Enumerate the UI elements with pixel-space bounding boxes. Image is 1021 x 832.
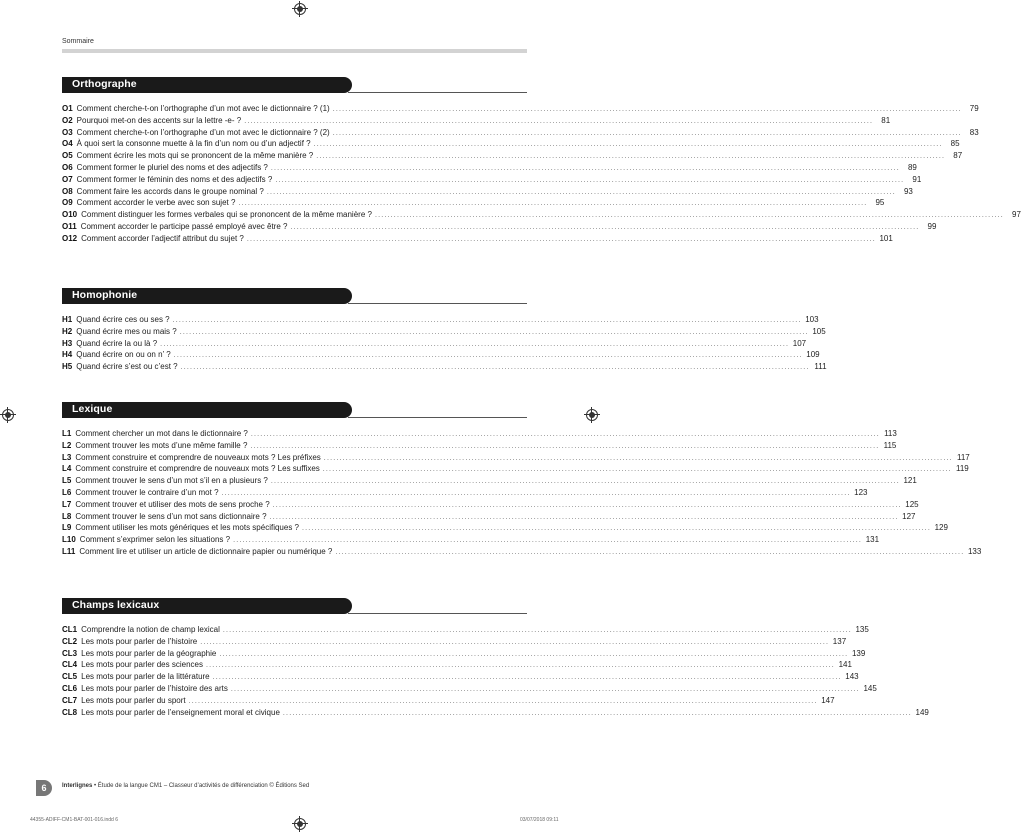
entry-code: L11 — [62, 546, 76, 556]
toc-entry — [62, 104, 979, 116]
entry-code: CL1 — [62, 625, 78, 634]
entry-code: L9 — [62, 523, 72, 533]
toc-entry — [62, 127, 979, 140]
entry-title: Comment lire et utiliser un article de dictionnaire papier ou numérique ? — [79, 546, 333, 556]
section-title: Homophonie — [72, 289, 138, 301]
entry-code: CL3 — [62, 648, 78, 658]
entry-page: 131 — [865, 535, 880, 545]
dot-leader: ........................................................................................................................................................................................................ — [244, 117, 874, 125]
entry-code: O1 — [62, 104, 73, 113]
section-title: Champs lexicaux — [72, 599, 160, 611]
entry-code: O4 — [62, 139, 73, 149]
section-heading — [62, 598, 527, 614]
entry-page: 141 — [838, 660, 852, 670]
dot-leader: ........................................................................................................................................................................................................ — [313, 141, 943, 149]
entry-page: 129 — [934, 523, 948, 533]
dot-leader: ........................................................................................................................................................................................................ — [246, 235, 876, 243]
dot-leader: ........................................................................................................................................................................................................ — [316, 153, 946, 161]
toc-entry — [62, 546, 982, 559]
footer-credit — [62, 783, 309, 789]
entry-title: Les mots pour parler de la géographie — [81, 648, 217, 658]
entry-code: L2 — [62, 440, 72, 450]
toc-entry — [62, 221, 937, 234]
toc-entry — [62, 338, 807, 351]
dot-leader: ........................................................................................................................................................................................................ — [323, 454, 953, 462]
entry-title: Comment former le féminin des noms et des adjectifs ? — [76, 174, 273, 184]
entry-page: 109 — [806, 350, 820, 360]
entry-title: Comment trouver et utiliser des mots de sens proche ? — [75, 499, 270, 509]
entry-page: 79 — [969, 104, 979, 113]
dot-leader: ........................................................................................................................................................................................................ — [250, 431, 880, 438]
entry-title: Comment construire et comprendre de nouveaux mots ? Les suffixes — [75, 464, 320, 474]
toc-entry — [62, 350, 820, 362]
entry-page: 97 — [1012, 210, 1021, 220]
entry-code: L4 — [62, 464, 72, 474]
dot-leader: ........................................................................................................................................................................................................ — [219, 650, 849, 658]
entry-title: Quand écrire mes ou mais ? — [76, 326, 177, 336]
dot-leader: ........................................................................................................................................................................................................ — [212, 674, 842, 682]
dot-leader: ........................................................................................................................................................................................................ — [275, 176, 905, 184]
entry-code: L3 — [62, 452, 72, 462]
toc-entry — [62, 660, 852, 672]
entry-title: Comment former le pluriel des noms et des adjectifs ? — [76, 162, 268, 172]
entry-title: Comment chercher un mot dans le dictionnaire ? — [75, 429, 248, 438]
section-heading — [62, 402, 527, 418]
entry-page: 143 — [845, 672, 859, 682]
footer-credit-text: • Étude de la langue CM1 – Classeur d’activités de différenciation © Éditions Sed — [92, 783, 310, 789]
entry-title: Comprendre la notion de champ lexical — [81, 625, 220, 634]
entry-page: 149 — [915, 707, 929, 717]
entry-page: 91 — [912, 174, 922, 184]
entry-page: 107 — [792, 338, 807, 348]
dot-leader: ........................................................................................................................................................................................................ — [160, 340, 790, 348]
entry-page: 95 — [875, 198, 885, 208]
entry-title: Quand écrire s’est ou c’est ? — [76, 362, 178, 372]
header-divider — [62, 49, 527, 53]
page-number: 6 — [36, 780, 52, 796]
entry-title: Les mots pour parler de la littérature — [81, 672, 210, 682]
entry-title: Comment utiliser les mots génériques et les mots spécifiques ? — [75, 523, 299, 533]
toc-entry — [62, 499, 919, 512]
dot-leader: ........................................................................................................................................................................................................ — [302, 525, 931, 533]
entry-page: 85 — [950, 139, 960, 149]
entry-code: L5 — [62, 476, 72, 486]
entry-title: Quand écrire on ou on n’ ? — [76, 350, 171, 360]
toc-entry — [62, 162, 917, 175]
entry-page: 119 — [955, 464, 969, 474]
entry-page: 145 — [863, 683, 877, 693]
dot-leader: ........................................................................................................................................................................................................ — [180, 364, 810, 372]
footer-brand: Interlignes — [62, 783, 93, 789]
entry-code: H1 — [62, 315, 73, 324]
dot-leader: ........................................................................................................................................................................................................ — [332, 106, 962, 113]
entry-title: Quand écrire la ou là ? — [76, 338, 158, 348]
toc-entry — [62, 476, 917, 488]
entry-code: CL5 — [62, 672, 78, 682]
dot-leader: ........................................................................................................................................................................................................ — [222, 627, 852, 634]
toc-entry — [62, 139, 960, 151]
dot-leader: ........................................................................................................................................................................................................ — [282, 709, 912, 717]
entry-title: Comment distinguer les formes verbales qui se prononcent de la même manière ? — [81, 210, 372, 220]
entry-page: 101 — [879, 233, 893, 243]
entry-page: 87 — [953, 151, 963, 161]
dot-leader: ........................................................................................................................................................................................................ — [238, 200, 868, 208]
entry-page: 133 — [967, 546, 982, 556]
entry-code: CL7 — [62, 695, 78, 705]
registration-mark-icon — [294, 818, 306, 830]
entry-title: Comment trouver le sens d’un mot s’il en a plusieurs ? — [75, 476, 268, 486]
print-slug-date: 03/07/2018 09:11 — [520, 817, 559, 823]
dot-leader: ........................................................................................................................................................................................................ — [290, 223, 920, 231]
section-title: Orthographe — [72, 78, 137, 90]
entry-code: L1 — [62, 429, 72, 438]
dot-leader: ........................................................................................................................................................................................................ — [233, 537, 863, 545]
toc-entry — [62, 452, 970, 465]
toc-entry — [62, 535, 880, 547]
entry-title: Comment trouver les mots d’une même famille ? — [75, 440, 248, 450]
entry-title: Quand écrire ces ou ses ? — [76, 315, 170, 324]
entry-title: Comment faire les accords dans le groupe nominal ? — [76, 186, 264, 196]
toc-entry — [62, 429, 897, 441]
entry-code: H3 — [62, 338, 73, 348]
entry-code: H4 — [62, 350, 73, 360]
entry-page: 137 — [832, 636, 847, 646]
dot-leader: ........................................................................................................................................................................................................ — [173, 352, 803, 360]
dot-leader: ........................................................................................................................................................................................................ — [230, 685, 860, 693]
entry-code: H2 — [62, 326, 73, 336]
toc-entry — [62, 151, 963, 163]
entry-page: 125 — [905, 499, 919, 509]
section-homophonie — [62, 288, 827, 374]
entry-title: Comment cherche-t-on l’orthographe d’un mot avec le dictionnaire ? (1) — [76, 104, 330, 113]
dot-leader: ........................................................................................................................................................................................................ — [272, 501, 902, 509]
entry-page: 81 — [881, 115, 891, 125]
toc-entry — [62, 233, 893, 246]
entry-page: 147 — [821, 695, 835, 705]
entry-page: 117 — [957, 452, 970, 462]
entry-code: CL4 — [62, 660, 78, 670]
registration-mark-icon — [294, 3, 306, 15]
toc-entry — [62, 695, 835, 708]
dot-leader: ........................................................................................................................................................................................................ — [332, 129, 962, 137]
entry-title: Comment s’exprimer selon les situations ? — [79, 535, 231, 545]
toc-entry — [62, 210, 1021, 222]
entry-code: O2 — [62, 115, 73, 125]
entry-title: Les mots pour parler de l’histoire des arts — [81, 683, 228, 693]
entry-code: CL6 — [62, 683, 78, 693]
section-title: Lexique — [72, 403, 113, 415]
toc-entry — [62, 464, 969, 476]
entry-code: O12 — [62, 233, 78, 243]
entry-page: 123 — [854, 487, 868, 497]
entry-code: O5 — [62, 151, 73, 161]
section-lexique — [62, 402, 982, 559]
entry-title: Les mots pour parler de l’enseignement moral et civique — [81, 707, 280, 717]
toc-entry — [62, 115, 891, 128]
dot-leader: ........................................................................................................................................................................................................ — [269, 513, 899, 521]
section-heading — [62, 77, 527, 93]
entry-title: Comment accorder l’adjectif attribut du sujet ? — [81, 233, 244, 243]
entry-code: L8 — [62, 511, 72, 521]
entry-title: Les mots pour parler des sciences — [81, 660, 203, 670]
entry-page: 115 — [883, 440, 897, 450]
dot-leader: ........................................................................................................................................................................................................ — [266, 188, 896, 196]
toc-entry — [62, 315, 819, 327]
toc-entry — [62, 362, 827, 374]
entry-title: Comment accorder le participe passé employé avec être ? — [80, 221, 288, 231]
entry-code: O6 — [62, 162, 73, 172]
entry-page: 127 — [902, 511, 916, 521]
entry-page: 103 — [805, 315, 819, 324]
entry-title: Les mots pour parler du sport — [81, 695, 186, 705]
entry-page: 105 — [812, 326, 826, 336]
section-champs-lexicaux — [62, 598, 929, 719]
dot-leader: ........................................................................................................................................................................................................ — [270, 478, 900, 486]
entry-code: O8 — [62, 186, 73, 196]
entry-title: Comment cherche-t-on l’orthographe d’un mot avec le dictionnaire ? (2) — [76, 127, 330, 137]
toc-entry — [62, 198, 885, 210]
toc-entry — [62, 636, 847, 649]
entry-code: L6 — [62, 487, 72, 497]
entry-page: 89 — [907, 162, 917, 172]
entry-code: L10 — [62, 535, 76, 545]
toc-entry — [62, 625, 869, 637]
dot-leader: ........................................................................................................................................................................................................ — [188, 697, 818, 705]
toc-entry — [62, 487, 868, 500]
entry-code: O11 — [62, 221, 77, 231]
entry-code: O9 — [62, 198, 73, 208]
entry-code: CL2 — [62, 636, 78, 646]
entry-page: 121 — [903, 476, 917, 486]
entry-title: Pourquoi met-on des accents sur la lettre -e- ? — [76, 115, 242, 125]
dot-leader: ........................................................................................................................................................................................................ — [221, 489, 851, 497]
section-orthographe — [62, 77, 1021, 246]
dot-leader: ........................................................................................................................................................................................................ — [322, 466, 952, 474]
page-footer — [36, 780, 536, 796]
toc-entry — [62, 186, 913, 199]
entry-code: O7 — [62, 174, 73, 184]
section-heading — [62, 288, 527, 304]
entry-title: Comment trouver le sens d’un mot sans dictionnaire ? — [75, 511, 267, 521]
entry-code: L7 — [62, 499, 72, 509]
entry-page: 139 — [851, 648, 866, 658]
entry-title: Les mots pour parler de l’histoire — [81, 636, 198, 646]
entry-page: 93 — [903, 186, 913, 196]
toc-entry — [62, 672, 859, 684]
registration-mark-icon — [2, 409, 14, 421]
dot-leader: ........................................................................................................................................................................................................ — [374, 212, 1004, 220]
entry-page: 111 — [814, 362, 827, 372]
dot-leader: ........................................................................................................................................................................................................ — [335, 548, 965, 556]
entry-page: 83 — [969, 127, 979, 137]
entry-page: 113 — [884, 429, 897, 438]
entry-title: Comment accorder le verbe avec son sujet ? — [76, 198, 236, 208]
entry-code: CL8 — [62, 707, 78, 717]
toc-entry — [62, 523, 948, 535]
entry-page: 135 — [855, 625, 869, 634]
dot-leader: ........................................................................................................................................................................................................ — [179, 328, 809, 336]
dot-leader: ........................................................................................................................................................................................................ — [200, 638, 830, 646]
registration-mark-icon — [586, 409, 598, 421]
entry-page: 99 — [927, 221, 937, 231]
toc-entry — [62, 511, 916, 524]
entry-title: Comment trouver le contraire d’un mot ? — [75, 487, 219, 497]
entry-code: O10 — [62, 210, 78, 220]
toc-entry — [62, 707, 929, 720]
toc-entry — [62, 648, 866, 661]
toc-entry — [62, 326, 826, 339]
toc-entry — [62, 683, 877, 696]
toc-entry — [62, 440, 897, 453]
entry-title: Comment écrire les mots qui se prononcent de la même manière ? — [76, 151, 314, 161]
entry-title: À quoi sert la consonne muette à la fin d’un nom ou d’un adjectif ? — [76, 139, 311, 149]
toc-entry — [62, 174, 922, 187]
dot-leader: ........................................................................................................................................................................................................ — [250, 442, 880, 450]
entry-code: H5 — [62, 362, 73, 372]
dot-leader: ........................................................................................................................................................................................................ — [270, 164, 900, 172]
entry-code: O3 — [62, 127, 73, 137]
print-slug-file: 44355-ADIFF-CM1-BAT-001-016.indd 6 — [30, 817, 119, 823]
dot-leader: ........................................................................................................................................................................................................ — [172, 317, 802, 324]
entry-title: Comment construire et comprendre de nouveaux mots ? Les préfixes — [75, 452, 321, 462]
dot-leader: ........................................................................................................................................................................................................ — [205, 662, 835, 670]
page-header-label: Sommaire — [62, 38, 94, 45]
